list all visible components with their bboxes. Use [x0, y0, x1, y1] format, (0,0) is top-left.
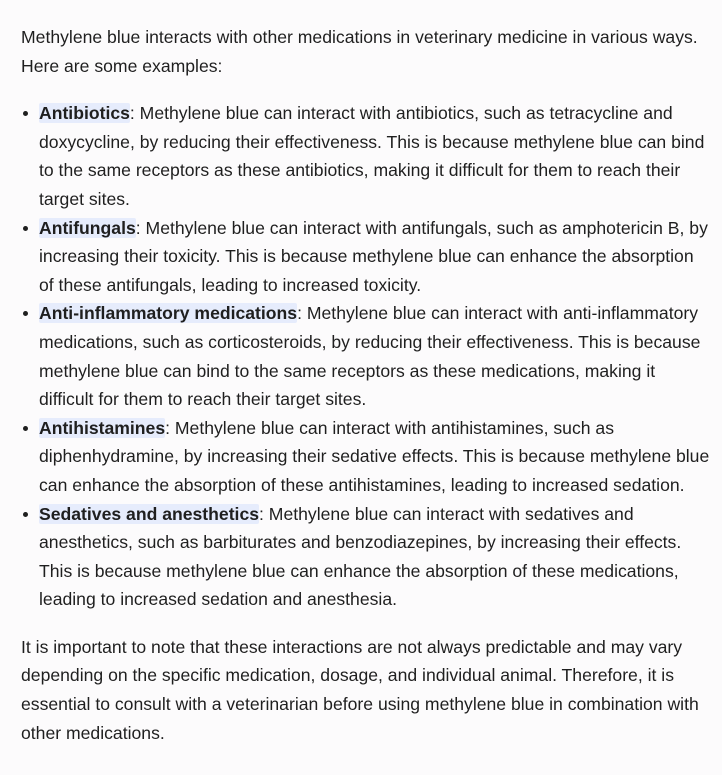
description-antibiotics: : Methylene blue can interact with antibiotics, such as tetracycline and doxycycline, by reducing their effectiveness. This is because methylene blue can bind to the same receptors as these antibiotics, making it difficult for them to reach their target sites. — [39, 103, 705, 209]
response-content — [21, 23, 711, 747]
description-antihistamines: : Methylene blue can interact with antihistamines, such as diphenhydramine, by increasing their sedative effects. This is because methylene blue can enhance the absorption of these antihistamines, leading to increased sedation. — [39, 417, 710, 495]
list-item-antibiotics — [21, 99, 711, 213]
description-anti-inflammatory: : Methylene blue can interact with anti-inflammatory medications, such as corticosteroids, by reducing their effectiveness. This is because methylene blue can bind to the same receptors as these medications, making it difficult for them to reach their target sites. — [39, 303, 701, 410]
list-item-antifungals — [21, 214, 711, 300]
list-item-anti-inflammatory — [21, 299, 711, 413]
description-antifungals: : Methylene blue can interact with antifungals, such as amphotericin B, by increasing their toxicity. This is because methylene blue can enhance the absorption of these antifungals, leading to increased toxicity. — [39, 217, 708, 295]
term-antihistamines: Antihistamines — [39, 417, 166, 438]
term-anti-inflammatory: Anti-inflammatory medications — [39, 303, 298, 324]
list-item-sedatives — [21, 500, 711, 614]
interaction-list — [21, 99, 711, 614]
term-antifungals: Antifungals — [39, 217, 136, 238]
term-antibiotics: Antibiotics — [39, 103, 130, 124]
description-sedatives: : Methylene blue can interact with sedatives and anesthetics, such as barbiturates and benzodiazepines, by increasing their effects. This is because methylene blue can enhance the absorption of these medications, leading to increased sedation and anesthesia. — [39, 503, 682, 610]
intro-paragraph: Methylene blue interacts with other medications in veterinary medicine in various ways. Here are some examples: — [21, 27, 698, 76]
list-item-antihistamines — [21, 414, 711, 500]
closing-paragraph: It is important to note that these interactions are not always predictable and may vary depending on the specific medication, dosage, and individual animal. Therefore, it is essential to consult with a veterinarian before using methylene blue in combination with other medications. — [21, 636, 699, 743]
term-sedatives: Sedatives and anesthetics — [39, 503, 260, 524]
